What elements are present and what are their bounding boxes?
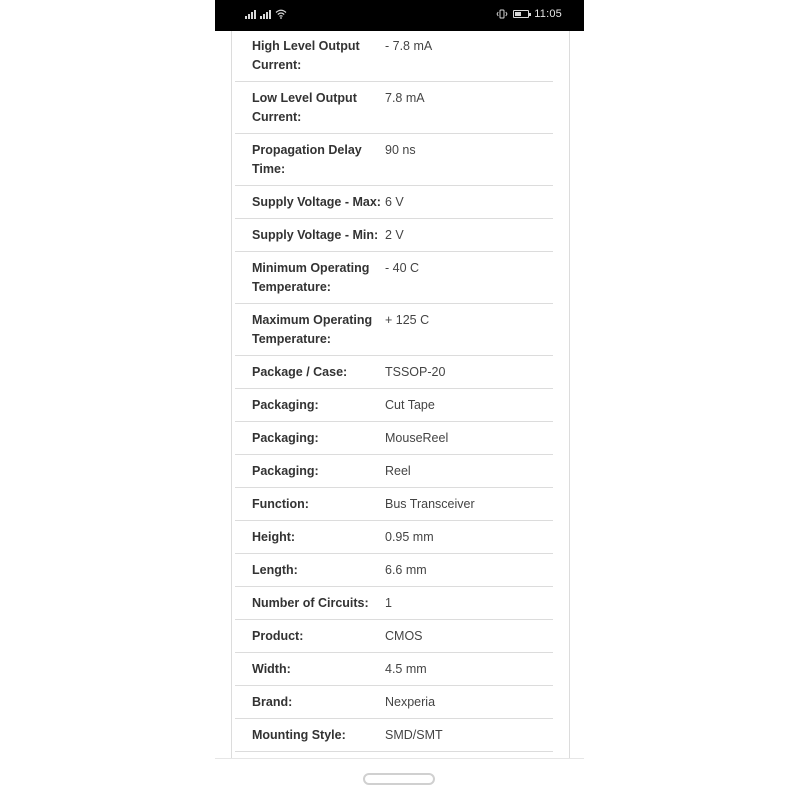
spec-label: Supply Voltage - Min: (252, 228, 379, 242)
spec-label: Minimum Operating Temperature: (252, 261, 370, 294)
spec-label: Propagation Delay Time: (252, 143, 362, 176)
spec-row (235, 186, 553, 219)
spec-row (235, 389, 553, 422)
spec-label: Maximum Operating Temperature: (252, 313, 373, 346)
spec-value: Bus Transceiver (385, 497, 475, 511)
spec-value: CMOS (385, 629, 423, 643)
spec-value: 7.8 mA (385, 91, 425, 105)
spec-label: Low Level Output Current: (252, 91, 357, 124)
spec-label: Product: (252, 629, 304, 643)
spec-row (235, 304, 553, 356)
spec-row (235, 31, 553, 82)
spec-value: 6.6 mm (385, 563, 427, 577)
spec-table (235, 31, 553, 752)
spec-row (235, 686, 553, 719)
page-content[interactable] (215, 31, 584, 758)
spec-value: MouseReel (385, 431, 449, 445)
status-right (496, 8, 562, 20)
spec-row (235, 134, 553, 186)
spec-value: 2 V (385, 228, 404, 242)
spec-label: Packaging: (252, 398, 319, 412)
spec-value: 90 ns (385, 143, 416, 157)
spec-label: Brand: (252, 695, 293, 709)
spec-label: Mounting Style: (252, 728, 346, 742)
battery-icon (513, 10, 529, 18)
spec-row (235, 653, 553, 686)
spec-value: Reel (385, 464, 411, 478)
spec-label: Length: (252, 563, 298, 577)
spec-value: - 7.8 mA (385, 39, 433, 53)
spec-label: Number of Circuits: (252, 596, 369, 610)
spec-row (235, 252, 553, 304)
status-bar (215, 0, 584, 31)
wifi-icon (275, 9, 287, 19)
spec-label: Height: (252, 530, 296, 544)
spec-row (235, 82, 553, 134)
spec-label: Packaging: (252, 464, 319, 478)
home-gesture-bar[interactable] (363, 773, 435, 785)
spec-row (235, 554, 553, 587)
spec-row (235, 587, 553, 620)
spec-row (235, 455, 553, 488)
spec-label: Supply Voltage - Max: (252, 195, 381, 209)
spec-label: Function: (252, 497, 309, 511)
spec-label: Packaging: (252, 431, 319, 445)
spec-value: TSSOP-20 (385, 365, 446, 379)
spec-row (235, 488, 553, 521)
signal-strength-icon (245, 9, 256, 19)
spec-value: 4.5 mm (385, 662, 427, 676)
spec-row (235, 719, 553, 752)
spec-label: Width: (252, 662, 291, 676)
phone-screen (215, 0, 584, 800)
spec-value: SMD/SMT (385, 728, 443, 742)
spec-label: High Level Output Current: (252, 39, 360, 72)
spec-value: + 125 C (385, 313, 430, 327)
spec-row (235, 219, 553, 252)
spec-value: - 40 C (385, 261, 420, 275)
clock-time: 11:05 (534, 8, 562, 20)
spec-value: 0.95 mm (385, 530, 434, 544)
spec-row (235, 521, 553, 554)
vibrate-icon (496, 9, 508, 19)
navigation-bar (215, 758, 584, 800)
signal-strength-icon (260, 9, 271, 19)
spec-value: 6 V (385, 195, 404, 209)
spec-label: Package / Case: (252, 365, 348, 379)
spec-value: 1 (385, 596, 392, 610)
spec-row (235, 356, 553, 389)
spec-row (235, 422, 553, 455)
status-indicators (245, 9, 287, 19)
spec-row (235, 620, 553, 653)
spec-value: Cut Tape (385, 398, 435, 412)
spec-value: Nexperia (385, 695, 436, 709)
